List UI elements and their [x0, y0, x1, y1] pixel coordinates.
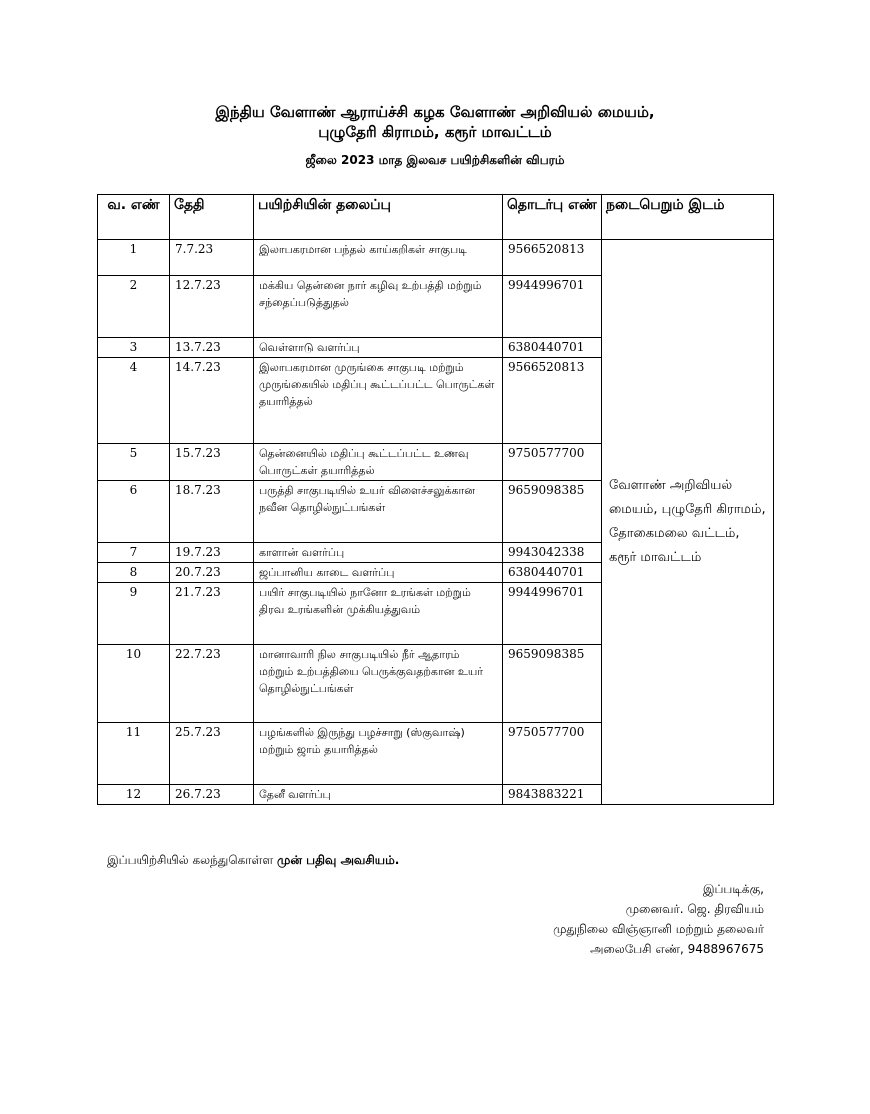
row-serial-number: 3	[98, 338, 170, 358]
row-serial-number: 9	[98, 583, 170, 645]
row-date: 26.7.23	[170, 785, 254, 805]
row-topic: காளான் வளர்ப்பு	[254, 543, 503, 563]
row-topic: ஜப்பானிய காடை வளர்ப்பு	[254, 563, 503, 583]
row-serial-number: 6	[98, 481, 170, 543]
row-serial-number: 7	[98, 543, 170, 563]
signature-phone: அலைபேசி எண், 9488967675	[590, 942, 764, 956]
row-topic: தென்னையில் மதிப்பு கூட்டப்பட்ட உணவு பொருட்கள் தயாரித்தல்	[254, 444, 503, 481]
row-contact-number: 9659098385	[503, 645, 602, 723]
row-serial-number: 10	[98, 645, 170, 723]
row-date: 18.7.23	[170, 481, 254, 543]
header-topic: பயிற்சியின் தலைப்பு	[254, 195, 503, 240]
row-topic: மக்கிய தென்னை நார் கழிவு உற்பத்தி மற்றும் சந்தைப்படுத்துதல்	[254, 276, 503, 338]
document-subtitle: ஜீலை 2023 மாத இலவச பயிற்சிகளின் விபரம்	[305, 153, 565, 167]
row-contact-number: 9943042338	[503, 543, 602, 563]
row-contact-number: 9566520813	[503, 358, 602, 444]
row-contact-number: 6380440701	[503, 563, 602, 583]
table-row	[98, 240, 774, 276]
row-contact-number: 9944996701	[503, 583, 602, 645]
training-schedule-table	[97, 194, 774, 805]
row-serial-number: 12	[98, 785, 170, 805]
row-contact-number: 9659098385	[503, 481, 602, 543]
row-serial-number: 5	[98, 444, 170, 481]
row-date: 21.7.23	[170, 583, 254, 645]
row-contact-number: 9750577700	[503, 444, 602, 481]
row-serial-number: 11	[98, 723, 170, 785]
row-date: 7.7.23	[170, 240, 254, 276]
row-contact-number: 9566520813	[503, 240, 602, 276]
note-bold-text: முன் பதிவு அவசியம்.	[277, 853, 400, 867]
header-serial-number: வ. எண்	[98, 195, 170, 240]
row-date: 19.7.23	[170, 543, 254, 563]
row-serial-number: 2	[98, 276, 170, 338]
row-topic: வெள்ளாடு வளர்ப்பு	[254, 338, 503, 358]
row-date: 22.7.23	[170, 645, 254, 723]
registration-note	[107, 853, 399, 869]
row-topic: பருத்தி சாகுபடியில் உயர் விளைச்சலுக்கான நவீன தொழில்நுட்பங்கள்	[254, 481, 503, 543]
row-contact-number: 9944996701	[503, 276, 602, 338]
row-date: 14.7.23	[170, 358, 254, 444]
row-serial-number: 1	[98, 240, 170, 276]
signature-designation: முதுநிலை விஞ்ஞானி மற்றும் தலைவர்	[553, 922, 764, 936]
row-topic: தேனீ வளர்ப்பு	[254, 785, 503, 805]
row-contact-number: 9750577700	[503, 723, 602, 785]
note-text: இப்பயிற்சியில் கலந்துகொள்ள	[107, 853, 278, 867]
row-date: 13.7.23	[170, 338, 254, 358]
venue-cell: வேளாண் அறிவியல் மையம், புழுதேரி கிராமம், தோகைமலை வட்டம், கரூர் மாவட்டம்	[602, 240, 774, 805]
row-topic: இலாபகரமான பந்தல் காய்கறிகள் சாகுபடி	[254, 240, 503, 276]
row-date: 12.7.23	[170, 276, 254, 338]
row-topic: மானாவாரி நில சாகுபடியில் நீர் ஆதாரம் மற்றும் உற்பத்தியை பெருக்குவதற்கான உயர் தொழில்நுட்பங்கள்	[254, 645, 503, 723]
row-serial-number: 8	[98, 563, 170, 583]
document-title-line2: புழுதேரி கிராமம், கரூர் மாவட்டம்	[318, 123, 552, 141]
row-contact-number: 9843883221	[503, 785, 602, 805]
header-contact-number: தொடர்பு எண்	[503, 195, 602, 240]
row-date: 15.7.23	[170, 444, 254, 481]
header-venue: நடைபெறும் இடம்	[602, 195, 774, 240]
table-body	[98, 240, 774, 805]
row-contact-number: 6380440701	[503, 338, 602, 358]
row-serial-number: 4	[98, 358, 170, 444]
row-topic: பழங்களில் இருந்து பழச்சாறு (ஸ்குவாஷ்) மற்றும் ஜாம் தயாரித்தல்	[254, 723, 503, 785]
signature-name: முனைவர். ஜெ. திரவியம்	[625, 902, 764, 916]
document-title-line1: இந்திய வேளாண் ஆராய்ச்சி கழக வேளாண் அறிவியல் மையம்,	[215, 103, 655, 121]
row-topic: இலாபகரமான முருங்கை சாகுபடி மற்றும் முருங்கையில் மதிப்பு கூட்டப்பட்ட பொருட்கள் தயாரித்தல்	[254, 358, 503, 444]
row-topic: பயிர் சாகுபடியில் நானோ உரங்கள் மற்றும் திரவ உரங்களின் முக்கியத்துவம்	[254, 583, 503, 645]
signature-line-1: இப்படிக்கு,	[702, 882, 764, 896]
table-header-row	[98, 195, 774, 240]
row-date: 25.7.23	[170, 723, 254, 785]
row-date: 20.7.23	[170, 563, 254, 583]
header-date: தேதி	[170, 195, 254, 240]
